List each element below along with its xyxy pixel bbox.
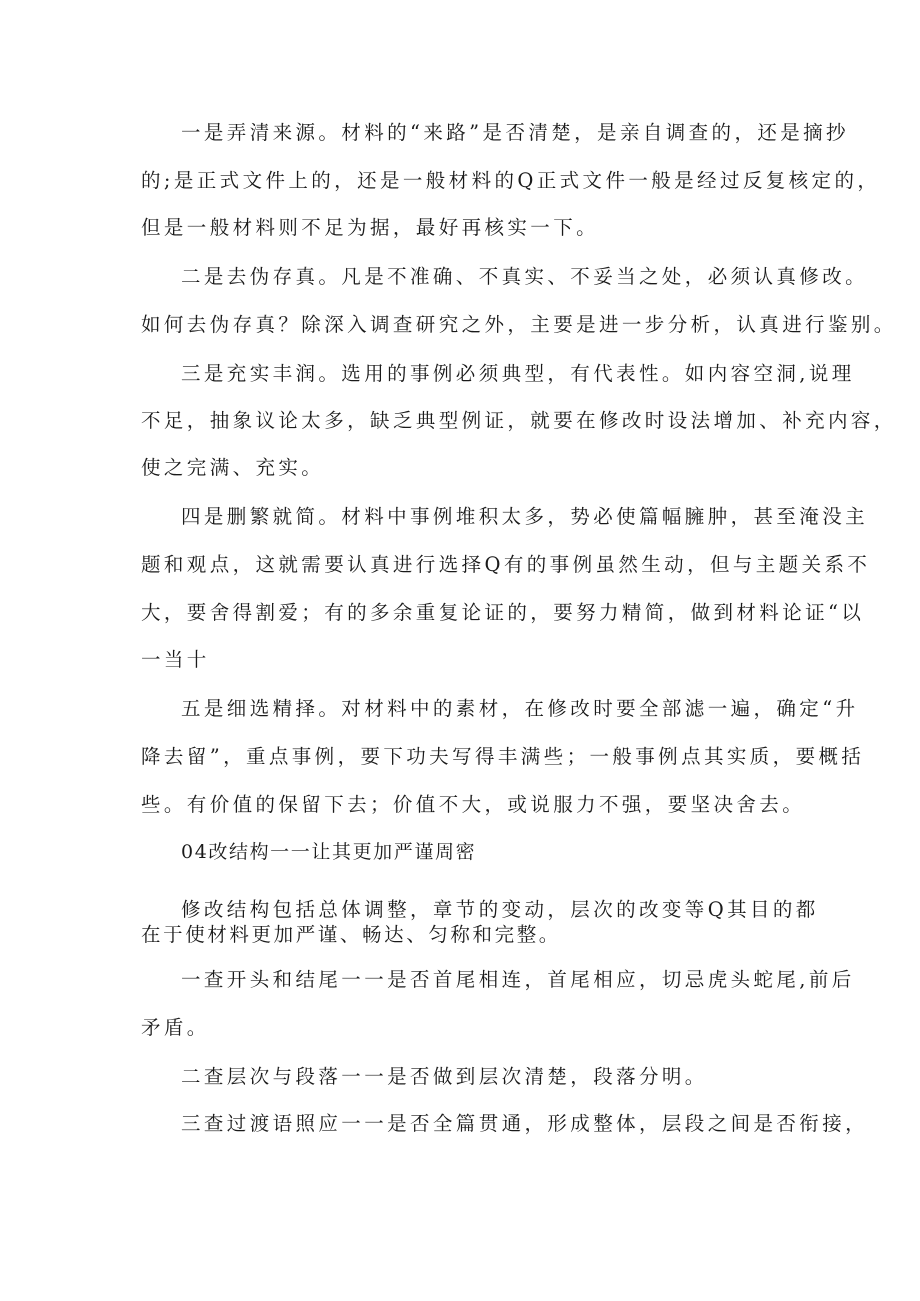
text-line: 使之完满、充实。: [141, 456, 325, 479]
text-line: 一当十: [141, 648, 210, 671]
text-line: 题和观点，这就需要认真进行选择Q有的事例虽然生动，但与主题关系不: [141, 553, 871, 576]
text-line: 但是一般材料则不足为据，最好再核实一下。: [141, 216, 600, 239]
text-line: 一查开头和结尾一一是否首尾相连，首尾相应，切忌虎头蛇尾,前后: [181, 968, 855, 991]
text-line: 三是充实丰润。选用的事例必须典型，有代表性。如内容空洞,说理: [181, 362, 855, 385]
text-line: 修改结构包括总体调整，章节的变动，层次的改变等Q其目的都: [181, 898, 819, 921]
text-line: 一是弄清来源。材料的“来路”是否清楚，是亲自调查的，还是摘抄: [181, 121, 849, 144]
text-line: 如何去伪存真？除深入调查研究之外，主要是进一步分析，认真进行鉴别。: [141, 313, 897, 336]
text-line: 的;是正式文件上的，还是一般材料的Q正式文件一般是经过反复核定的，: [141, 169, 881, 192]
text-line: 些。有价值的保留下去；价值不大，或说服力不强，要坚决舍去。: [141, 793, 806, 816]
text-line: 大，要舍得割爱；有的多余重复论证的，要努力精简，做到材料论证“以: [141, 601, 865, 624]
text-line: 二查层次与段落一一是否做到层次清楚，段落分明。: [181, 1065, 708, 1088]
text-line: 五是细选精择。对材料中的素材，在修改时要全部滤一遍，确定“升: [181, 697, 859, 720]
text-line: 三查过渡语照应一一是否全篇贯通，形成整体，层段之间是否衔接，: [181, 1112, 869, 1135]
text-line: 降去留”，重点事例，要下功夫写得丰满些；一般事例点其实质，要概括: [141, 745, 865, 768]
text-line: 四是删繁就简。材料中事例堆积太多，势必使篇幅臃肿，甚至淹没主: [181, 505, 869, 528]
text-line: 矛盾。: [141, 1016, 210, 1039]
text-line: 二是去伪存真。凡是不准确、不真实、不妥当之处，必须认真修改。: [181, 265, 869, 288]
text-line: 在于使材料更加严谨、畅达、匀称和完整。: [141, 923, 561, 946]
text-line: 不足，抽象议论太多，缺乏典型例证，就要在修改时设法增加、补充内容，: [141, 409, 897, 432]
heading-line: 04改结构一一让其更加严谨周密: [181, 841, 477, 863]
